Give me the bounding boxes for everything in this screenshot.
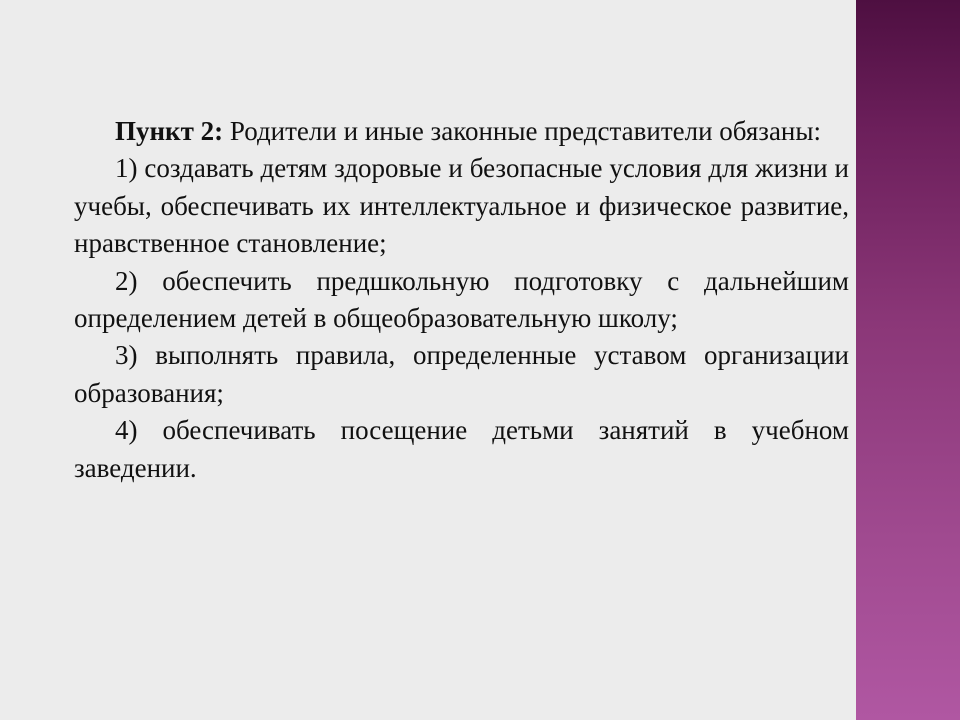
list-item-3: 3) выполнять правила, определенные уставом организации образования; [74, 340, 849, 408]
slide-text-block [74, 113, 849, 487]
list-item-2: 2) обеспечить предшкольную подготовку с дальнейшим определением детей в общеобразовательную школу; [74, 265, 849, 334]
list-item-4: 4) обеспечивать посещение детьми занятий в учебном заведении. [74, 415, 849, 483]
list-item-1: 1) создавать детям здоровые и безопасные условия для жизни и учебы, обеспечивать их интеллектуальное и физическое развитие, нравственное становление; [74, 153, 849, 259]
intro-text: Родители и иные законные представители обязаны: [223, 116, 822, 146]
intro-paragraph [74, 113, 849, 150]
heading-label: Пункт 2: [115, 116, 224, 146]
decorative-side-band [856, 0, 960, 720]
